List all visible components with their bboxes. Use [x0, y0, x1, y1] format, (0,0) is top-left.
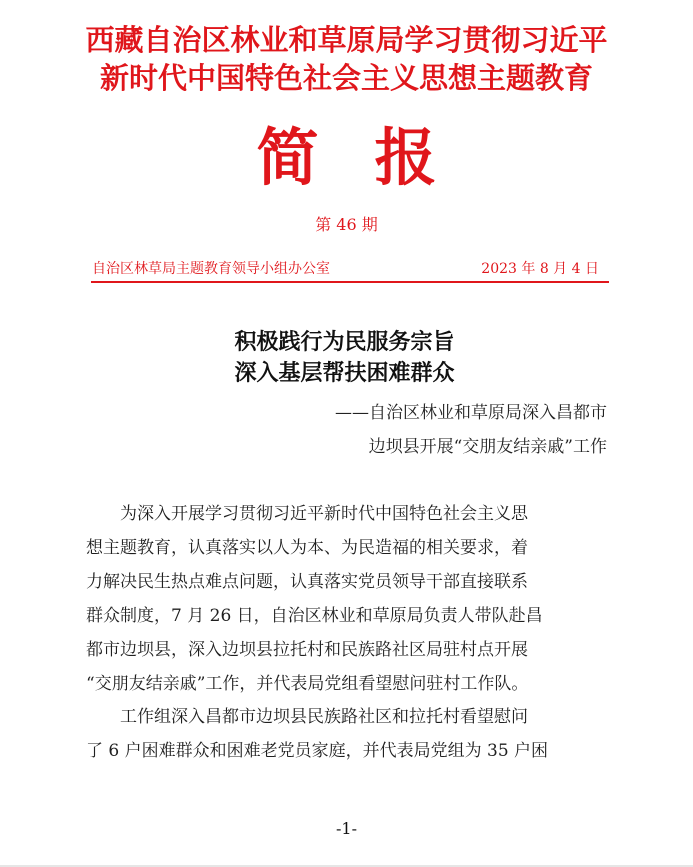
masthead-char-1: 简: [256, 121, 319, 194]
text-line: 想主题教育，认真落实以人为本、为民造福的相关要求，着: [86, 538, 528, 558]
body-paragraph-2: [86, 700, 611, 768]
text-line: 都市边坝县，深入边坝县拉托村和民族路社区局驻村点开展: [86, 640, 528, 660]
text-line: 工作组深入昌都市边坝县民族路社区和拉托村看望慰问: [86, 707, 528, 727]
organization-title-line1: 西藏自治区林业和草原局学习贯彻习近平: [85, 23, 608, 57]
article-title-line2: 深入基层帮扶困难群众: [234, 360, 455, 386]
publication-info-row: [92, 258, 607, 280]
article-title-line1: 积极践行为民服务宗旨: [234, 329, 455, 355]
text-line: 了 6 户困难群众和困难老党员家庭，并代表局党组为 35 户困: [86, 741, 549, 761]
text-line: “交朋友结亲戚”工作，并代表局党组看望慰问驻村工作队。: [86, 674, 529, 694]
header-divider: [91, 281, 609, 283]
body-paragraph-1: [86, 497, 611, 701]
bulletin-masthead: [0, 118, 693, 198]
publication-date: 2023 年 8 月 4 日: [481, 261, 599, 277]
article-subtitle-line1: ——自治区林业和草原局深入昌都市: [335, 403, 607, 423]
masthead-char-2: 报: [374, 121, 437, 194]
issue-number: 第 46 期: [315, 215, 378, 234]
organization-title-line2: 新时代中国特色社会主义思想主题教育: [99, 61, 593, 95]
issuing-office: 自治区林草局主题教育领导小组办公室: [92, 261, 330, 277]
page-number: -1-: [336, 819, 357, 838]
text-line: 力解决民生热点难点问题，认真落实党员领导干部直接联系: [86, 572, 528, 592]
article-subtitle-line2: 边坝县开展“交朋友结亲戚”工作: [368, 437, 607, 457]
text-line: 为深入开展学习贯彻习近平新时代中国特色社会主义思: [86, 504, 528, 524]
text-line: 群众制度，7 月 26 日，自治区林业和草原局负责人带队赴昌: [86, 606, 543, 626]
